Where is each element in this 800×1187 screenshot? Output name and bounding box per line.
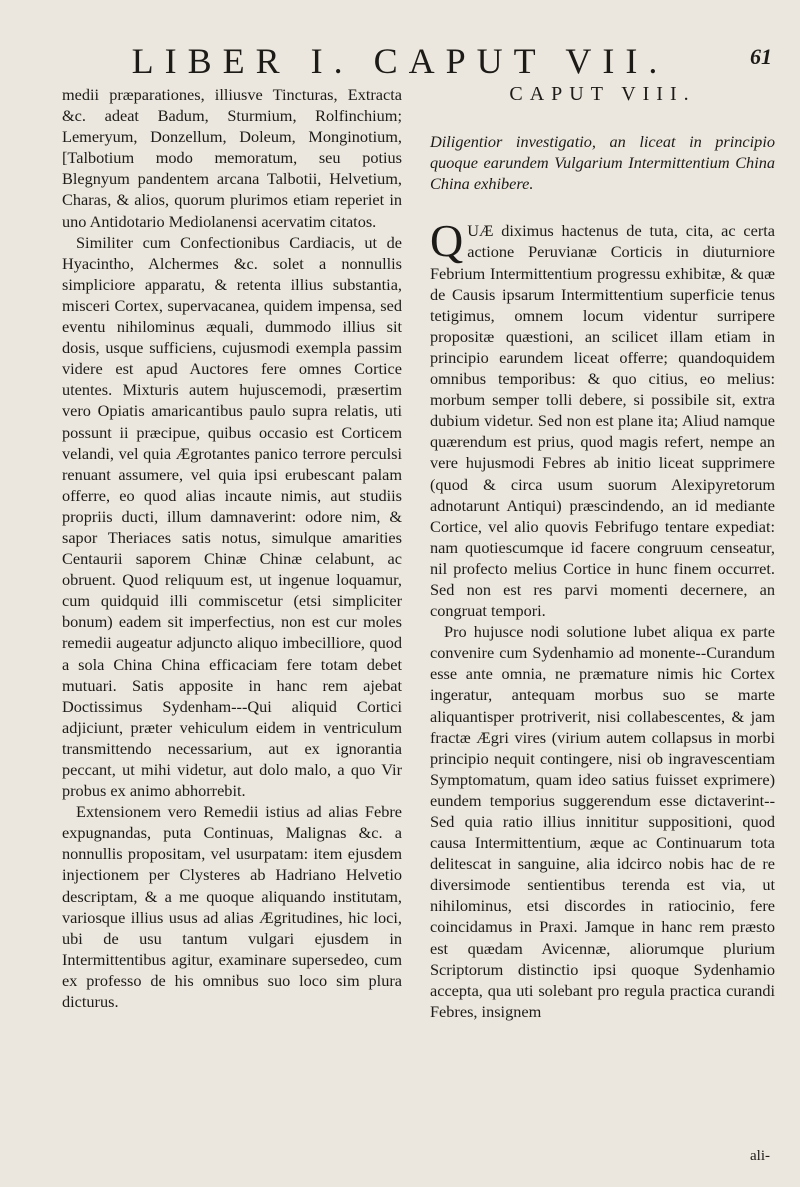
right-paragraph-1-text: UÆ diximus hactenus de tuta, cita, ac certa actione Peruvianæ Corticis in diuturniore Febrium Intermittentium progressu exhibitæ, & quæ de Causis ipsarum Intermittentium superficie tenus tetigimus, omnem locum videntur surripere propositæ quæstioni, an scilicet illam etiam in principio earundem liceat offerre; quandoquidem omnibus temporibus: & quo citius, eo melius: morbum semper tolli debere, si possibile sit, extra dubium videtur. Sed non est plane ita; Aliud namque quærendum est prius, quod magis refert, nempe an vere hujusmodi Febres ab initio liceat supprimere (quod & circa usum suorum Alexipyretorum adnotarunt Antiqui) præscindendo, an id mediante Cortice, vel alio quovis Febrifugo tentare expediat: nam quotiescumque id facere congruum censeatur, nil profecto melius Cortice in hunc finem occurret. Sed non est res parvi momenti decernere, an congruat tempori. (430, 221, 775, 621)
chapter-heading: CAPUT VIII. (509, 83, 696, 105)
right-paragraph-1 (430, 215, 775, 621)
running-head: LIBER I. CAPUT VII. (131, 41, 669, 81)
left-paragraph-1: medii præparationes, illiusve Tincturas, Extracta &c. adeat Badum, Sturmium, Rolfinchium; Lemeryum, Donzellum, Doleum, Monginotium, [Talbotium modo memoratum, seu potius Blegnyum pandentem arcana Talbotii, Helvetium, Charas, & alios, quorum plurimos etiam reperiet in uno Antidotario Mediolanensi acervatim citatos. (62, 85, 402, 231)
right-column (430, 84, 775, 1022)
left-paragraph-3: Extensionem vero Remedii istius ad alias Febre expugnandas, puta Continuas, Malignas &c. a nonnullis propositam, vel usurpatam: item ejusdem injectionem per Clysteres ab Hadriano Helvetio descriptam, & a me quoque aliquando institutam, variosque illius usus ad alias Ægritudines, hic loci, ubi de usu tantum vulgari ejusdem in Intermittentibus agitur, examinare supersedeo, cum ex professo de his omnibus suo loco sim plura dicturus. (62, 802, 402, 1012)
page-number: 61 (750, 44, 772, 69)
drop-cap-initial: Q (430, 215, 464, 267)
catchword: ali- (750, 1148, 770, 1164)
right-paragraph-2: Pro hujusce nodi solutione lubet aliqua ex parte convenire cum Sydenhamio ad monente--Curandum esse ante omnia, ne præmature nimis hic Cortex ingeratur, antequam morbus suo se marte aliquantisper protriverit, nisi collabescentes, & jam fractæ Ægri vires (virium autem collapsus in morbi principio nequit contingere, nisi ob ingravescentiam Symptomatum, quam ideo satius fuisset exprimere) eundem temporius suggerendum esse dictaverint--Sed quia ratio illius innititur suppositioni, quod causa Intermittentium, æque ac Continuarum tota delitescat in sanguine, alia idcirco nobis hac de re diversimode sentientibus terenda est via, ut nihilominus, etsi discordes in ratiocinio, fere coincidamus in Praxi. Jamque in hanc rem præsto est quædam Avicennæ, aliorumque plurium Scriptorum distinctio ipsi quoque Sydenhamio accepta, qua uti solebant pro regula practica curandi Febres, insignem (430, 622, 775, 1021)
chapter-summary: Diligentior investigatio, an liceat in principio quoque earundem Vulgarium Intermittentium China China exhibere. (430, 132, 775, 194)
left-paragraph-2: Similiter cum Confectionibus Cardiacis, ut de Hyacintho, Alchermes &c. solet a nonnullis simpliciore apparatu, & retenta illius substantia, misceri Cortex, supervacanea, quidem impensa, sed eventu nihilominus æquali, dummodo illius sit dosis, usque sufficiens, cujusmodi exempla passim videre est apud Auctores fere omnes Cortice utentes. Mixturis autem hujuscemodi, præsertim vero Opiatis amaricantibus paulo supra relatis, uti possunt ii præcipue, quibus occasio est Corticem velandi, vel quia Ægrotantes panico terrore perculsi renuant assumere, vel quia ipsi erubescant palam offerre, eo quod alias incaute nimis, aut studiis propriis ducti, illum damnaverint: odore nim, & sapor Theriaces satis notus, simulque amarities Centaurii saporem Chinæ Chinæ celabunt, ac obruent. Quod reliquum est, ut ingenue loquamur, cum quidquid illi commiscetur (etsi simpliciter bonum) eadem sit imperfectius, non est cur moles remedii augeatur adjuncto aliquo imbecilliore, quod a sola China China efficaciam fere totam debet mutuari. Satis apposite in hanc rem ajebat Doctissimus Sydenham---Qui aliquid Cortici adjiciunt, præter vehiculum eidem in ventriculum transmittendo necessarium, aut ex ignorantia peccant, ut mihi videtur, aut dolo malo, a quo Vir probus ex animo abhorrebit. (62, 232, 402, 801)
left-column (62, 84, 402, 1012)
